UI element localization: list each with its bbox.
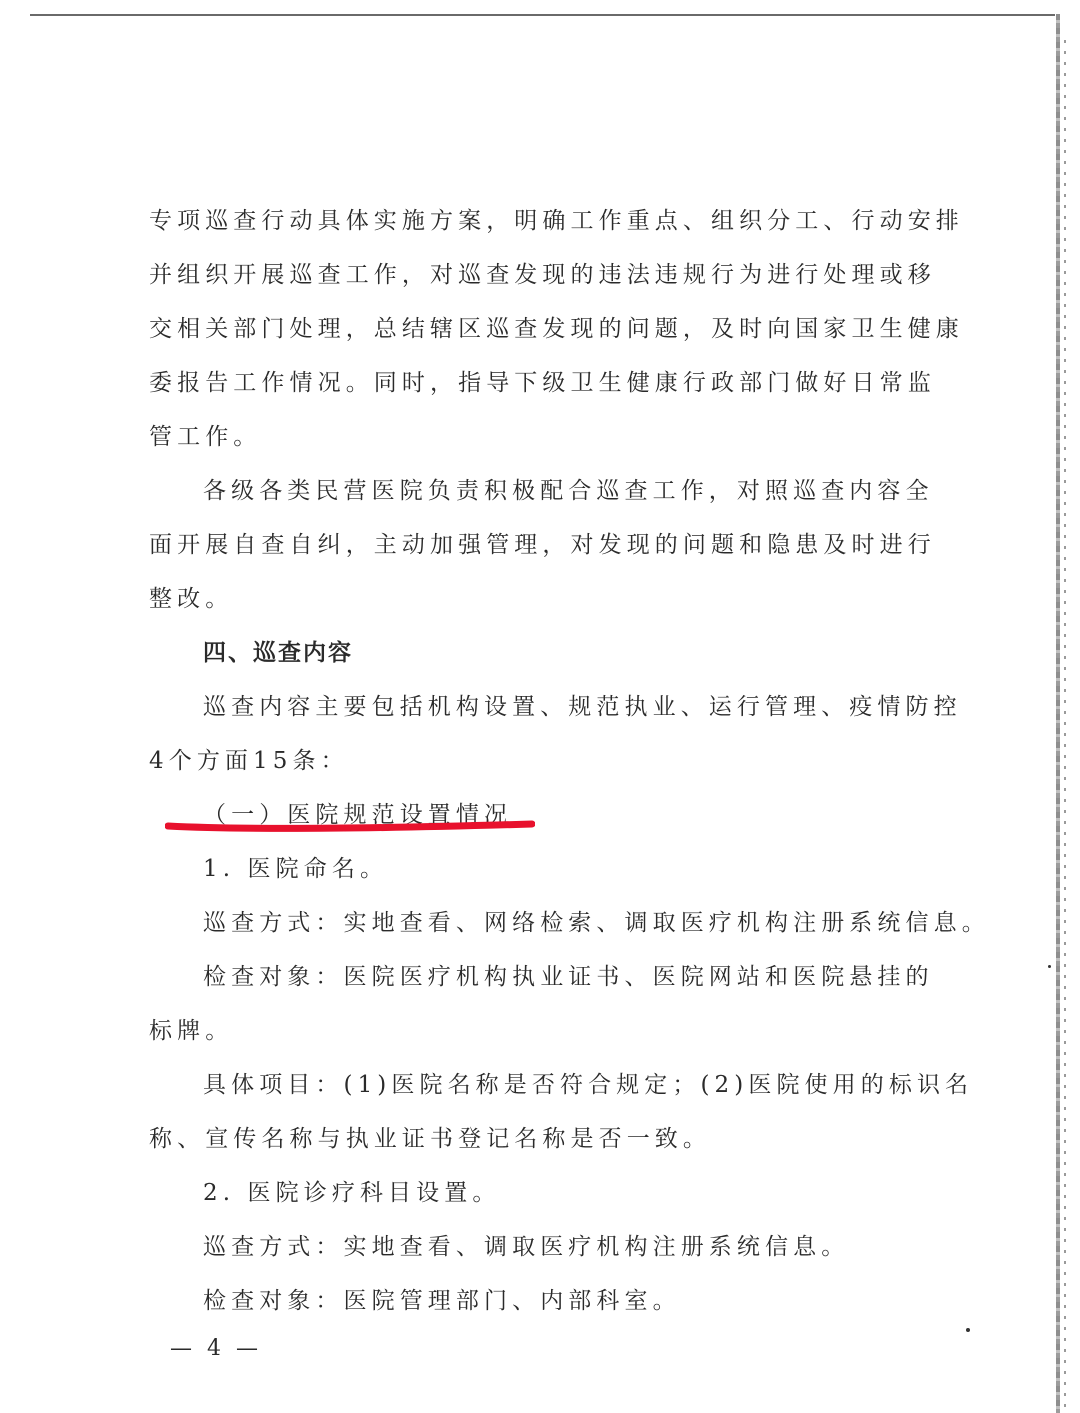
body-text-line: 并组织开展巡查工作，对巡查发现的违法违规行为进行处理或移 — [149, 262, 936, 288]
body-text-line: 委报告工作情况。同时，指导下级卫生健康行政部门做好日常监 — [149, 370, 936, 396]
body-text-line: 面开展自查自纠，主动加强管理，对发现的问题和隐患及时进行 — [149, 532, 936, 558]
item-method: 巡查方式：实地查看、网络检索、调取医疗机构注册系统信息。 — [203, 910, 990, 936]
red-marker-underline — [165, 818, 535, 832]
subsection-heading: （一）医院规范设置情况 — [203, 802, 513, 828]
body-text-line: 巡查内容主要包括机构设置、规范执业、运行管理、疫情防控 — [203, 694, 962, 720]
item-title: 1. 医院命名。 — [203, 856, 389, 882]
item-details: 具体项目：(1)医院名称是否符合规定；(2)医院使用的标识名 — [203, 1072, 974, 1098]
top-scan-edge — [30, 14, 1055, 16]
body-text-line: 各级各类民营医院负责积极配合巡查工作，对照巡查内容全 — [203, 478, 934, 504]
scan-speck — [966, 1328, 970, 1332]
item-method: 巡查方式：实地查看、调取医疗机构注册系统信息。 — [203, 1234, 850, 1260]
body-text-line: 4个方面15条： — [149, 748, 349, 774]
right-scan-edge-shadow — [1064, 40, 1066, 1413]
body-text-line: 整改。 — [149, 586, 234, 612]
item-title: 2. 医院诊疗科目设置。 — [203, 1180, 501, 1206]
item-object: 标牌。 — [149, 1018, 234, 1044]
body-text-line: 专项巡查行动具体实施方案，明确工作重点、组织分工、行动安排 — [149, 208, 964, 234]
item-object: 检查对象：医院管理部门、内部科室。 — [203, 1288, 681, 1314]
right-scan-edge — [1056, 14, 1060, 1413]
scan-speck — [1048, 965, 1051, 968]
item-details: 称、宣传名称与执业证书登记名称是否一致。 — [149, 1126, 711, 1152]
page-number: — 4 — — [170, 1336, 262, 1361]
body-text-line: 管工作。 — [149, 424, 262, 450]
section-heading: 四、巡查内容 — [203, 640, 353, 666]
body-text-line: 交相关部门处理，总结辖区巡查发现的问题，及时向国家卫生健康 — [149, 316, 964, 342]
item-object: 检查对象：医院医疗机构执业证书、医院网站和医院悬挂的 — [203, 964, 934, 990]
